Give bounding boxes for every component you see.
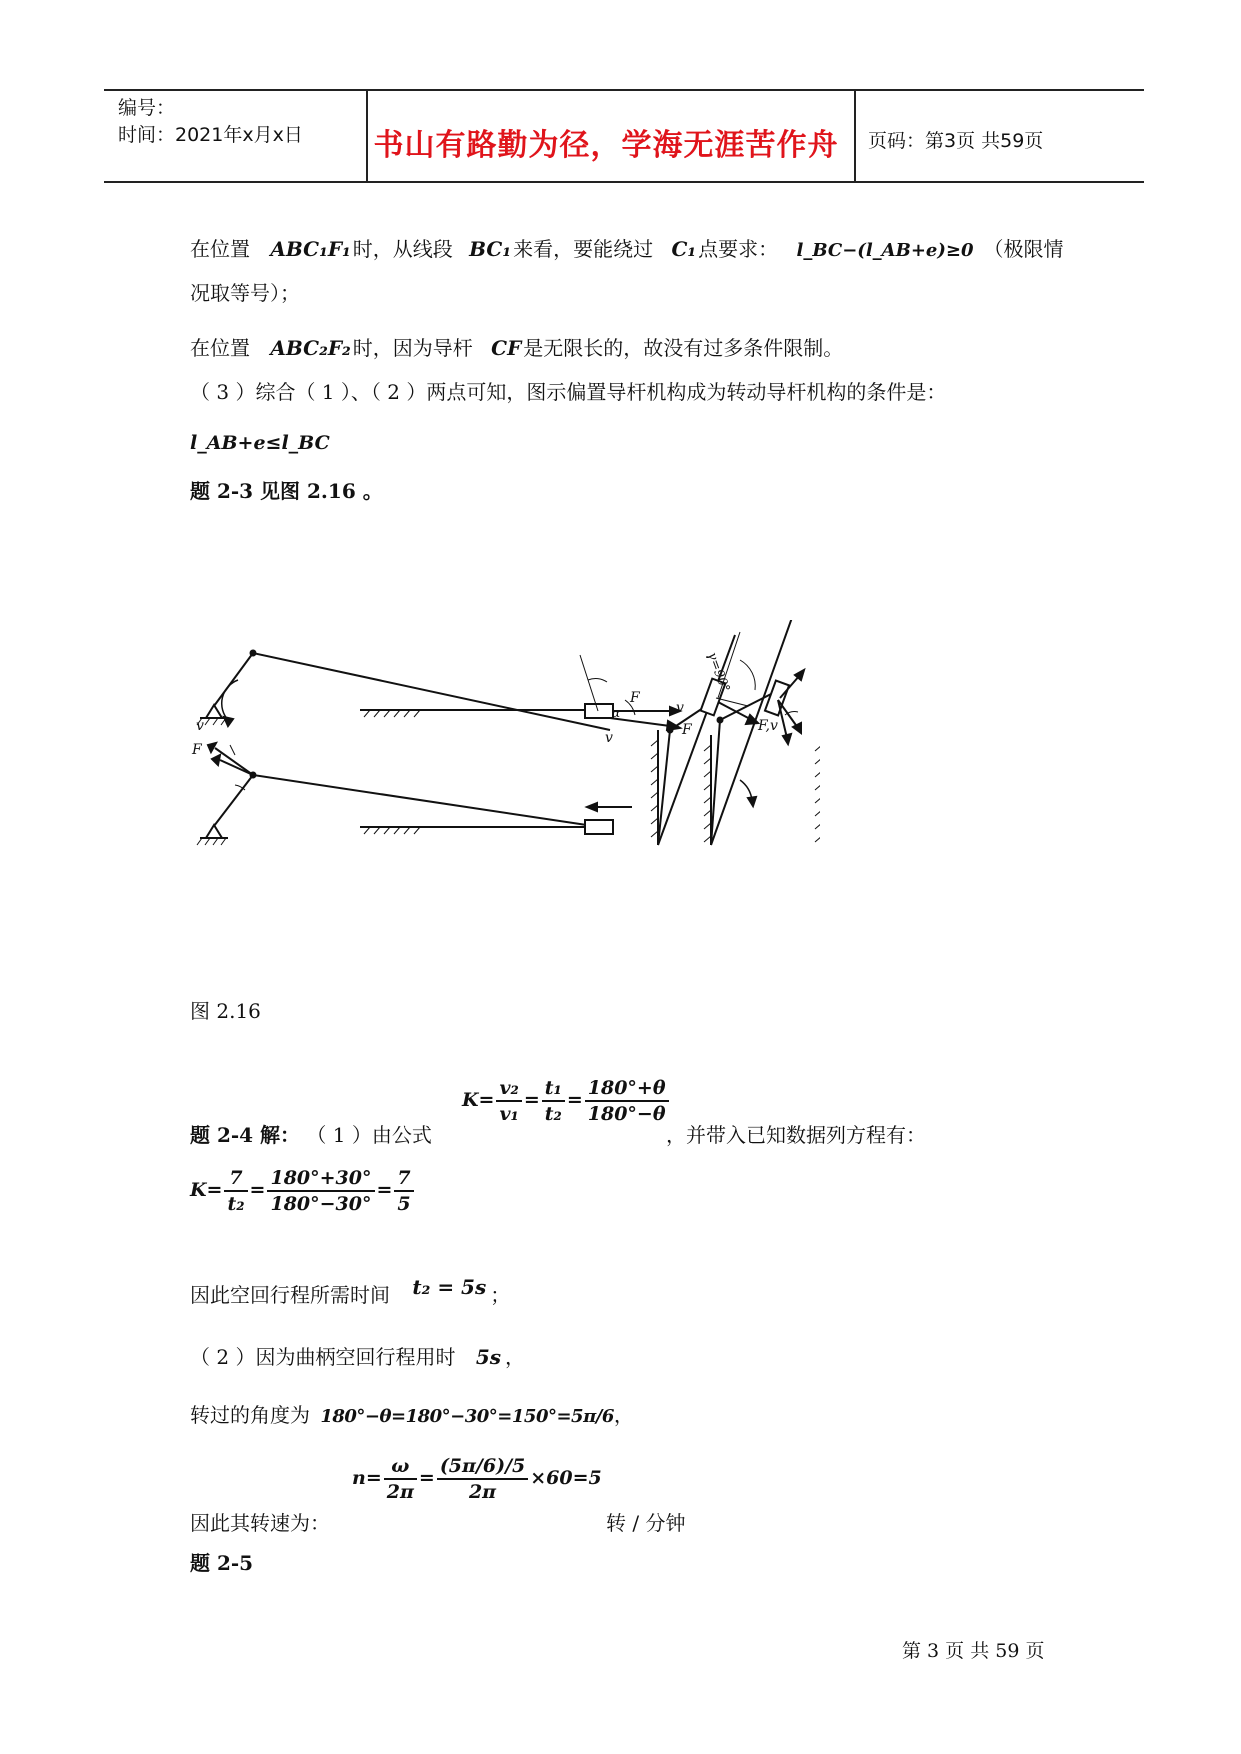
mechanism-1 [197, 651, 680, 731]
math-condition: l_BC−(l_AB+e)≥0 [796, 240, 974, 261]
math-k: K [190, 1179, 207, 1201]
fraction-7-5: $\frac{7}{5}$ [394, 1166, 413, 1216]
text-segment: ， [613, 1403, 634, 1427]
text-segment: （极限情 [983, 237, 1064, 261]
math-k: K [462, 1089, 479, 1111]
header-bottom-rule [104, 181, 1144, 183]
paragraph-crank-time [190, 1342, 525, 1372]
document-number-label: 编号： [118, 97, 176, 119]
text-segment: ， [505, 1345, 525, 1369]
math-c1: C₁ [671, 237, 697, 261]
text-segment: 时，从线段 [352, 237, 453, 261]
figure-label-f3: F [630, 690, 640, 706]
figure-caption: 图 2.16 [190, 999, 261, 1023]
figure-label-gamma90: γ=90° [703, 650, 733, 695]
paragraph-angle [190, 1400, 634, 1432]
header-slogan: 书山有路勤为径，学海无涯苦作舟 [373, 128, 839, 163]
fraction-angles: $\frac{180^\circ+30^\circ}{180^\circ-30^\circ}$ [267, 1166, 374, 1216]
figure-label-fv: F,v [758, 718, 778, 734]
paragraph-speed-label: 因此其转速为： [190, 1511, 330, 1535]
figure-label-f: F [682, 722, 692, 738]
paragraph-position-2 [190, 333, 843, 363]
figure-2-16-right [640, 620, 820, 860]
figure-label-v3: v [605, 730, 613, 746]
math-cf: CF [491, 336, 522, 360]
figure-label-f2: F [192, 742, 202, 758]
text-segment: 来看，要能绕过 [513, 237, 654, 261]
text-segment: 是无限长的，故没有过多条件限制。 [523, 336, 844, 360]
figure-label-v2: v [196, 718, 204, 734]
text-segment: ； [490, 1283, 511, 1307]
fraction-omega: $\frac{\omega}{2\pi}$ [384, 1454, 417, 1504]
problem-2-4-heading: 题 2-4 解： [190, 1123, 301, 1147]
formula-k-ratio: K= $\frac{\text{v₂}}{\text{v₁}}$ = $\frac{\text{t₁}}{\text{t₂}}$ = $\frac{180^\circ+\theta}{180^\circ-\theta}$ [462, 1076, 671, 1126]
text-segment: （ 1 ）由公式 [306, 1123, 432, 1147]
problem-2-4-line [190, 1120, 432, 1150]
text-segment: 在位置 [190, 336, 250, 360]
math-abc1f1: ABC₁F₁ [270, 237, 351, 261]
text-segment: 点要求： [698, 237, 779, 261]
text-segment: 转过的角度为 [190, 1403, 310, 1427]
text-segment: 时，因为导杆 [352, 336, 473, 360]
paragraph-return-time [190, 1275, 511, 1310]
paragraph-conclusion: （ 3 ）综合（ 1 ）、（ 2 ）两点可知，图示偏置导杆机构成为转动导杆机构的条件是： [190, 380, 947, 404]
speed-unit: 转 / 分钟 [606, 1511, 686, 1535]
math-abc2f2: ABC₂F₂ [270, 336, 351, 360]
text-segment: 因此空回行程所需时间 [190, 1283, 390, 1307]
math-t2: t₂ = 5s [412, 1275, 487, 1299]
fraction-theta: $\frac{180^\circ+\theta}{180^\circ-\theta}$ [585, 1076, 669, 1126]
formula-speed: n= $\frac{\omega}{2\pi}$ = $\frac{(5\pi/6)/5}{2\pi}$ ×60=5 [352, 1455, 602, 1503]
paragraph-position-1-cont: 况取等号）； [190, 281, 300, 305]
header-divider-right [854, 89, 856, 183]
text-segment: 在位置 [190, 237, 250, 261]
figure-label-v: v [676, 700, 684, 716]
footer-page-number: 第 3 页 共 59 页 [902, 1640, 1045, 1662]
fraction-t: $\frac{\text{t₁}}{\text{t₂}}$ [542, 1076, 565, 1126]
problem-2-3-heading: 题 2-3 见图 2.16 。 [190, 479, 383, 503]
math-tail: ×60=5 [530, 1467, 602, 1489]
document-time-label: 时间：2021年x月x日 [118, 124, 303, 146]
figure-label-alpha: α [612, 706, 621, 720]
problem-2-5-heading: 题 2-5 [190, 1551, 254, 1575]
text-segment: （ 2 ）因为曲柄空回行程用时 [190, 1345, 456, 1369]
header-page-label: 页码：第3页 共59页 [868, 130, 1044, 152]
paragraph-position-1 [190, 234, 1064, 266]
math-n: n [352, 1467, 366, 1489]
problem-2-4-line-tail: ，并带入已知数据列方程有： [666, 1123, 926, 1147]
fraction-5pi: $\frac{(5\pi/6)/5}{2\pi}$ [437, 1454, 528, 1504]
fraction-v: $\frac{\text{v₂}}{\text{v₁}}$ [496, 1076, 521, 1126]
mechanism-2 [197, 743, 632, 845]
formula-k-values: K= $\frac{7}{\text{t₂}}$ = $\frac{180^\circ+30^\circ}{180^\circ-30^\circ}$ = $\frac{7}{5}$ [190, 1166, 416, 1216]
math-angle: 180°−θ=180°−30°=150°=5π/6 [320, 1406, 614, 1427]
fraction-7-t2: $\frac{7}{\text{t₂}}$ [224, 1166, 247, 1216]
math-bc1: BC₁ [469, 237, 512, 261]
math-rotating-guide-condition: l_AB+e≤l_BC [190, 432, 330, 454]
header-top-rule [104, 89, 1144, 91]
math-5s: 5s [475, 1345, 501, 1369]
